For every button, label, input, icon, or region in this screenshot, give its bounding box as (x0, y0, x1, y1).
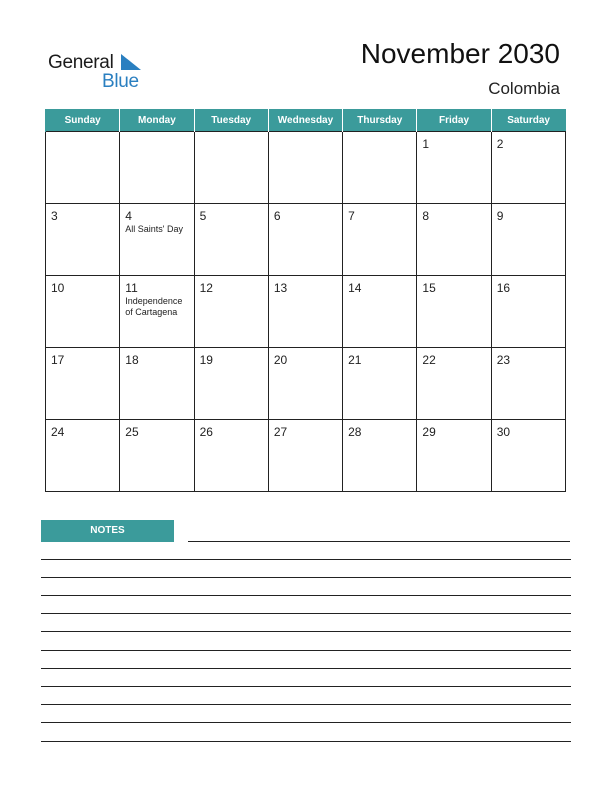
day-number: 23 (496, 353, 511, 367)
calendar-day-cell (343, 276, 417, 348)
day-number: 17 (51, 353, 65, 367)
calendar-day-cell (120, 132, 194, 204)
calendar-week-row (46, 420, 566, 492)
calendar-day-cell (120, 204, 194, 276)
day-number: 5 (199, 209, 207, 223)
notes-label: NOTES (41, 520, 174, 542)
calendar-day-cell (120, 348, 194, 420)
holiday-label: All Saints' Day (125, 224, 184, 234)
calendar-day-cell (268, 204, 342, 276)
logo-triangle-icon (121, 54, 141, 70)
weekday-header: Wednesday (268, 109, 342, 132)
calendar-day-cell (343, 204, 417, 276)
day-number: 28 (348, 425, 362, 439)
notes-line (41, 577, 571, 578)
day-number: 19 (199, 353, 213, 367)
logo-general-text: General (48, 52, 114, 73)
notes-line (41, 741, 571, 742)
calendar-day-cell (120, 420, 194, 492)
day-number: 14 (348, 281, 362, 295)
holiday-label: Independence of Cartagena (125, 296, 183, 317)
notes-line (41, 686, 571, 687)
calendar-day-cell (268, 132, 342, 204)
calendar-day-cell (343, 132, 417, 204)
calendar-title: November 2030 (360, 38, 560, 69)
day-number: 10 (51, 281, 65, 295)
calendar-day-cell (46, 276, 120, 348)
calendar-day-cell (46, 204, 120, 276)
weekday-header-row (46, 109, 566, 132)
calendar-week-row (46, 204, 566, 276)
day-number: 20 (273, 353, 288, 367)
notes-line (41, 668, 571, 669)
calendar-day-cell (268, 420, 342, 492)
day-number: 24 (51, 425, 65, 439)
notes-line (41, 722, 571, 723)
notes-line (41, 631, 571, 632)
calendar-week-row (46, 348, 566, 420)
day-number: 6 (273, 209, 281, 223)
day-number: 26 (199, 425, 213, 439)
day-number: 11 (125, 281, 138, 295)
day-number: 16 (496, 281, 511, 295)
calendar-day-cell (46, 348, 120, 420)
day-number: 13 (273, 281, 288, 295)
calendar-day-cell (194, 132, 268, 204)
day-number: 22 (422, 353, 436, 367)
calendar-day-cell (268, 348, 342, 420)
calendar-day-cell (491, 204, 565, 276)
country-name: Colombia (488, 79, 560, 98)
notes-line (41, 650, 571, 651)
calendar-day-cell (417, 348, 491, 420)
calendar-day-cell (194, 204, 268, 276)
weekday-header: Thursday (343, 109, 417, 132)
generalblue-logo (48, 52, 148, 92)
day-number: 3 (51, 209, 58, 223)
calendar-day-cell (417, 276, 491, 348)
calendar-week-row (46, 276, 566, 348)
calendar-day-cell (46, 420, 120, 492)
calendar-day-cell (120, 276, 194, 348)
weekday-header: Friday (417, 109, 491, 132)
calendar-day-cell (417, 132, 491, 204)
weekday-header: Sunday (46, 109, 120, 132)
notes-line (188, 541, 570, 542)
day-number: 2 (496, 137, 504, 151)
day-number: 4 (125, 209, 132, 223)
calendar-day-cell (491, 420, 565, 492)
day-number: 15 (422, 281, 436, 295)
calendar-day-cell (417, 204, 491, 276)
day-number: 8 (422, 209, 430, 223)
day-number: 1 (422, 137, 430, 151)
calendar-day-cell (268, 276, 342, 348)
day-number: 30 (496, 425, 511, 439)
notes-line (41, 595, 571, 596)
weekday-header: Saturday (491, 109, 565, 132)
calendar-day-cell (491, 348, 565, 420)
notes-line (41, 704, 571, 705)
weekday-header: Tuesday (194, 109, 268, 132)
calendar-day-cell (343, 420, 417, 492)
notes-line (41, 559, 571, 560)
day-number: 21 (348, 353, 362, 367)
notes-line (41, 613, 571, 614)
calendar-week-row (46, 132, 566, 204)
day-number: 7 (348, 209, 355, 223)
calendar-day-cell (491, 132, 565, 204)
day-number: 12 (199, 281, 213, 295)
calendar-day-cell (343, 348, 417, 420)
day-number: 25 (125, 425, 139, 439)
weekday-header: Monday (120, 109, 194, 132)
calendar-day-cell (417, 420, 491, 492)
day-number: 18 (125, 353, 139, 367)
day-number: 27 (273, 425, 288, 439)
calendar-grid (45, 109, 566, 492)
calendar-day-cell (194, 348, 268, 420)
calendar-day-cell (194, 276, 268, 348)
calendar-day-cell (491, 276, 565, 348)
day-number: 29 (422, 425, 436, 439)
calendar-day-cell (194, 420, 268, 492)
day-number: 9 (496, 209, 504, 223)
calendar-day-cell (46, 132, 120, 204)
logo-blue-text: Blue (102, 71, 139, 92)
